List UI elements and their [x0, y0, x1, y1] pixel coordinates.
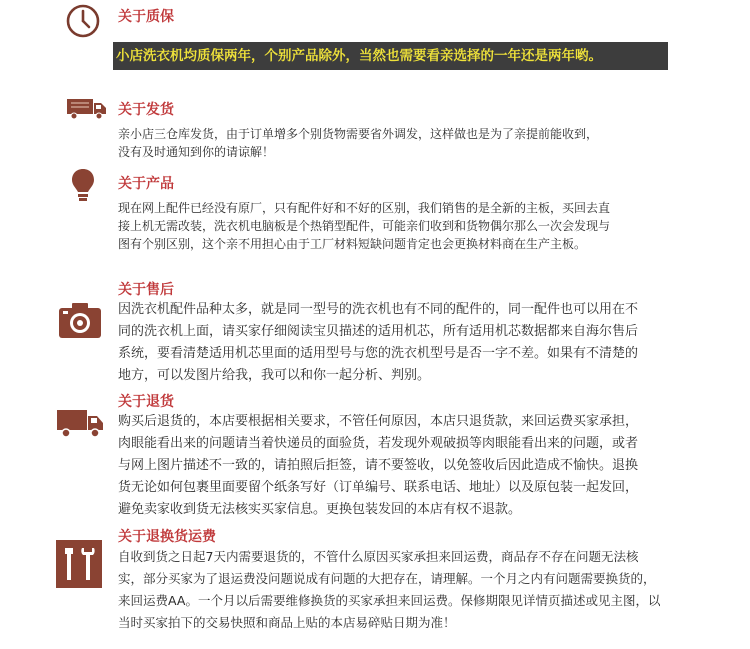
- exchange-line: 当时买家拍下的交易快照和商品上贴的本店易碎贴日期为准！: [118, 615, 456, 630]
- clock-icon: [66, 4, 100, 38]
- product-line: 图有个别区别，这个亲不用担心由于工厂材料短缺问题肯定也会更换材料商在生产主板。: [118, 237, 587, 251]
- shipping-text: [118, 125, 598, 161]
- returns-line: 购买后退货的，本店要根据相关要求，不管任何原因，本店只退货款，来回运费买家承担，: [118, 414, 639, 429]
- exchange-line: 自收到货之日起7天内需要退货的，不管什么原因买家承担来回运费，商品存不存在问题无法核: [118, 549, 639, 564]
- returns-title: 关于退货: [118, 394, 174, 410]
- lightbulb-icon: [70, 167, 96, 205]
- exchange-text: [118, 546, 660, 634]
- exchange-line: 来回运费AA。一个月以后需要维修换货的买家承担来回运费。保修期限见详情页描述或见主图，以: [118, 593, 661, 608]
- tools-icon: [56, 540, 102, 588]
- aftersales-line: 同的洗衣机上面，请买家仔细阅读宝贝描述的适用机芯，所有适用机芯数据都来自海尔售后: [118, 324, 639, 339]
- shipping-title: 关于发货: [118, 102, 174, 118]
- product-line: 接上机无需改装，洗衣机电脑板是个热销型配件，可能亲们收到和货物偶尔那么一次会发现与: [118, 219, 611, 233]
- product-line: 现在网上配件已经没有原厂，只有配件好和不好的区别，我们销售的是全新的主板，买回去直: [118, 201, 611, 215]
- aftersales-line: 系统，要看清楚适用机芯里面的适用型号与您的洗衣机型号是否一字不差。如果有不清楚的: [118, 346, 639, 361]
- returns-text: [118, 411, 638, 521]
- aftersales-title: 关于售后: [118, 282, 174, 298]
- returns-line: 与网上图片描述不一致的，请拍照后拒签，请不要签收，以免签收后因此造成不愉快。退换: [118, 458, 639, 473]
- shipping-line: 亲小店三仓库发货，由于订单增多个别货物需要省外调发，这样做也是为了亲提前能收到，: [118, 127, 599, 141]
- aftersales-text: [118, 299, 638, 387]
- warranty-title: 关于质保: [118, 9, 174, 25]
- exchange-line: 实，部分买家为了退运费没问题说成有问题的大把存在，请理解。一个月之内有问题需要换货的，: [118, 571, 656, 586]
- returns-line: 避免卖家收到货无法核实买家信息。更换包装发回的本店有权不退款。: [118, 502, 522, 517]
- aftersales-line: 地方，可以发图片给我，我可以和你一起分析、判别。: [118, 368, 431, 383]
- exchange-title: 关于退换货运费: [118, 529, 216, 545]
- aftersales-line: 因洗衣机配件品种太多，就是同一型号的洗衣机也有不同的配件的，同一配件也可以用在不: [118, 302, 639, 317]
- camera-icon: [58, 301, 102, 339]
- truck-icon: [56, 407, 104, 439]
- product-title: 关于产品: [118, 176, 174, 192]
- returns-line: 肉眼能看出来的问题请当着快递员的面验货，若发现外观破损等肉眼能看出来的问题，或者: [118, 436, 639, 451]
- shipping-line: 没有及时通知到你的请谅解！: [118, 145, 275, 159]
- returns-line: 货无论如何包裹里面要留个纸条写好（订单编号、联系电话、地址）以及原包装一起发回，: [118, 480, 639, 495]
- product-text: [118, 199, 610, 253]
- delivery-truck-icon: [66, 97, 108, 121]
- warranty-banner: 小店洗衣机均质保两年，个别产品除外，当然也需要看亲选择的一年还是两年哟。: [113, 42, 668, 70]
